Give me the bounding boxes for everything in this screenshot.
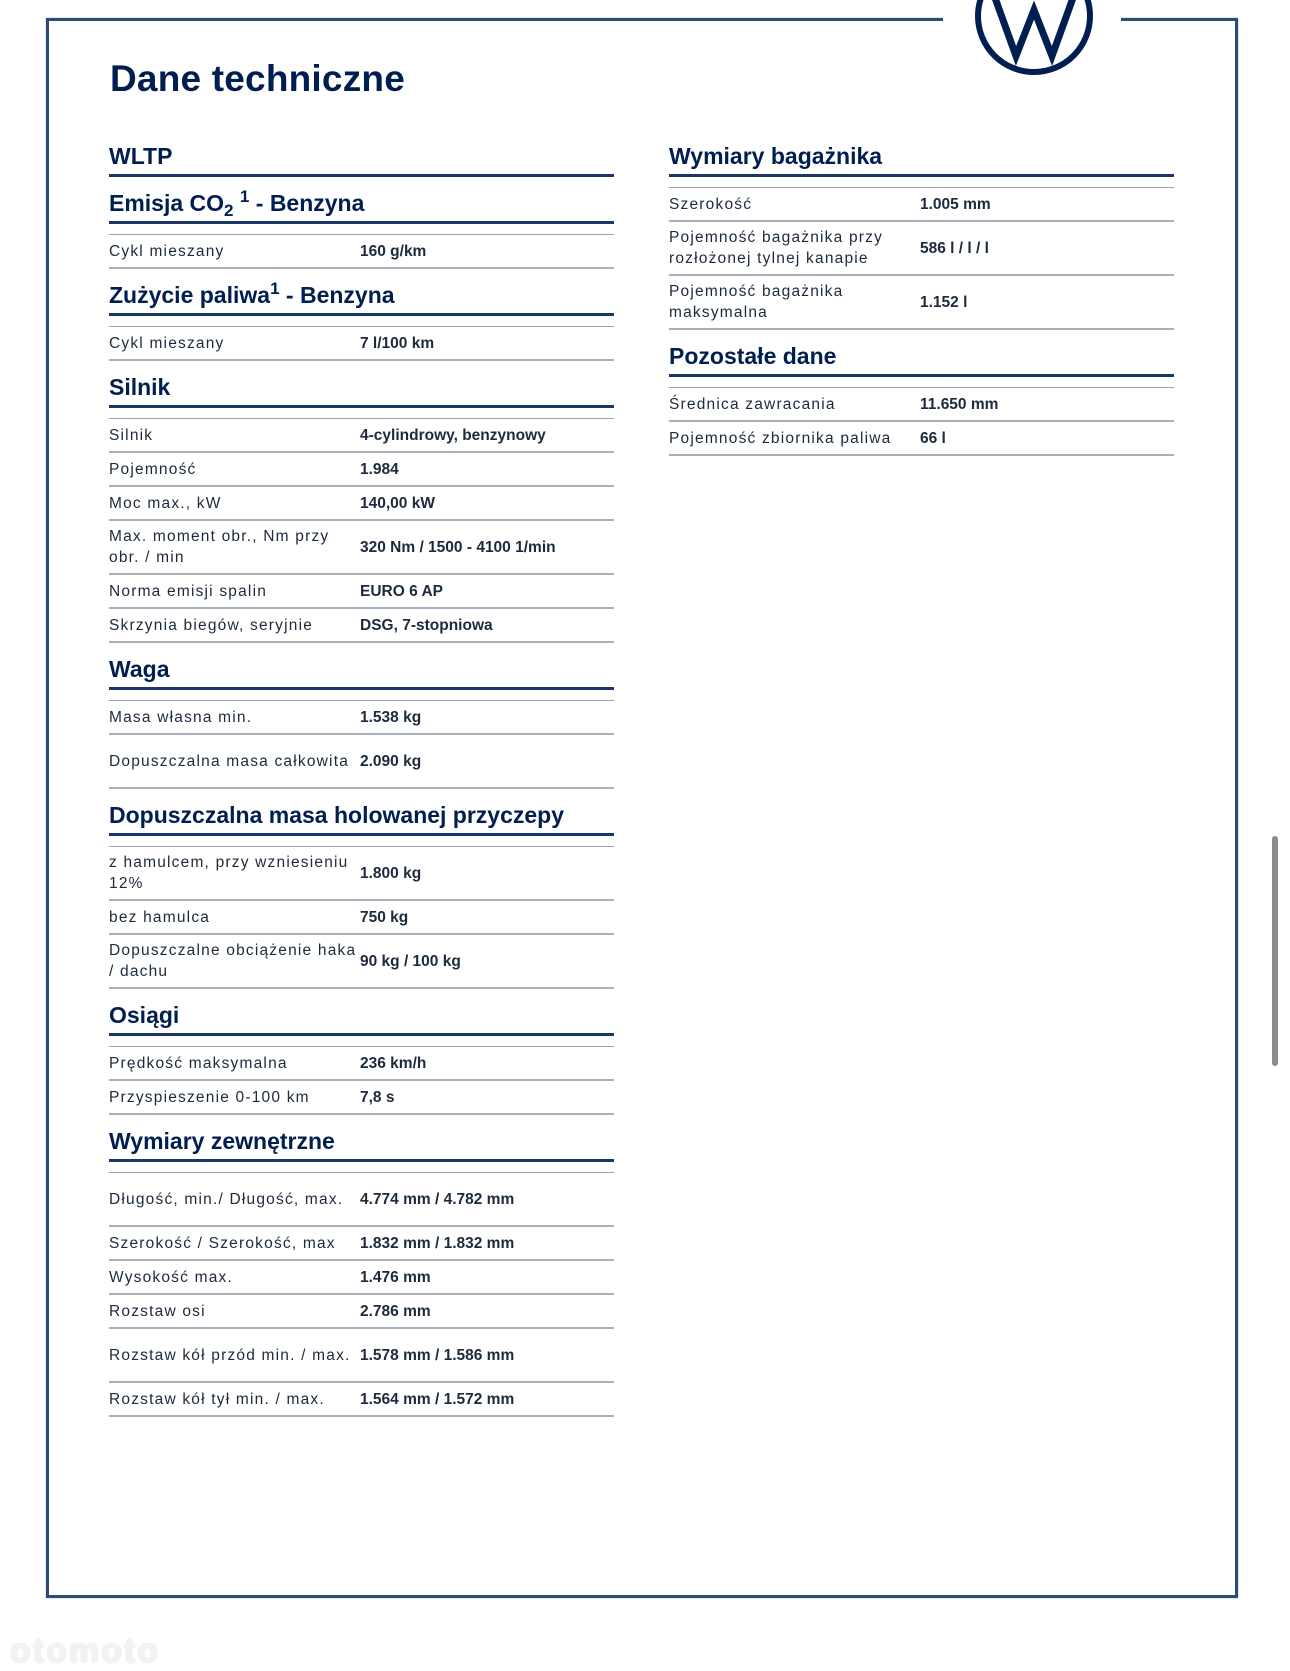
row-label: Pojemność [109,460,197,478]
co2-heading-main: Emisja CO [109,190,225,216]
row-label: Rozstaw osi [109,1302,206,1320]
row-value: 1.564 mm / 1.572 mm [360,1390,515,1408]
row-value: 1.476 mm [360,1268,431,1286]
section-heading-exterior: Wymiary zewnętrzne [109,1127,614,1162]
row-label: Masa własna min. [109,708,253,726]
row-label: Szerokość / Szerokość, max [109,1234,336,1252]
row-label: Pojemność bagażnika maksymalna [669,283,844,321]
table-row [109,1329,614,1383]
other-rows [669,387,1174,456]
row-value: 1.984 [360,460,399,478]
table-row [669,222,1174,276]
row-value: 1.832 mm / 1.832 mm [360,1234,515,1252]
row-value: 1.800 kg [360,864,422,882]
row-label: Przyspieszenie 0-100 km [109,1088,310,1106]
table-row [109,1081,614,1115]
table-row [109,327,614,361]
row-value: 236 km/h [360,1054,427,1072]
table-row [109,575,614,609]
engine-rows [109,418,614,643]
left-column [109,142,614,1417]
section-heading-weight: Waga [109,655,614,690]
row-label: z hamulcem, przy wzniesieniu 12% [109,854,349,892]
table-row [669,276,1174,330]
row-value: 7 l/100 km [360,334,435,352]
row-label: Max. moment obr., Nm przy obr. / min [109,528,330,566]
row-label: Pojemność zbiornika paliwa [669,429,892,447]
row-label: Cykl mieszany [109,242,225,260]
table-row [109,1047,614,1081]
table-row [109,609,614,643]
exterior-rows [109,1172,614,1417]
row-label: Rozstaw kół tył min. / max. [109,1390,325,1408]
fuel-heading-rest: - Benzyna [279,282,395,308]
section-heading-trunk: Wymiary bagażnika [669,142,1174,177]
row-label: Rozstaw kół przód min. / max. [109,1346,351,1364]
row-label: Szerokość [669,195,753,213]
table-row [109,419,614,453]
row-label: Dopuszczalna masa całkowita [109,752,350,770]
row-label: Skrzynia biegów, seryjnie [109,616,314,634]
co2-heading-superscript: 1 [239,187,250,206]
row-value: 140,00 kW [360,494,435,512]
table-row [669,422,1174,456]
row-label: Długość, min./ Długość, max. [109,1190,344,1208]
row-value: 7,8 s [360,1088,395,1106]
table-row [109,1227,614,1261]
row-label: Średnica zawracania [669,395,836,413]
weight-rows [109,700,614,789]
row-value: 320 Nm / 1500 - 4100 1/min [360,538,556,556]
section-heading-co2 [109,189,614,224]
fuel-rows [109,326,614,361]
table-row [109,1173,614,1227]
row-label: Wysokość max. [109,1268,233,1286]
section-heading-trailer: Dopuszczalna masa holowanej przyczepy [109,801,614,836]
trunk-rows [669,187,1174,330]
section-heading-performance: Osiągi [109,1001,614,1036]
row-label: Moc max., kW [109,494,222,512]
table-row [109,1261,614,1295]
row-label: Cykl mieszany [109,334,225,352]
row-label: Norma emisji spalin [109,582,268,600]
section-heading-other: Pozostałe dane [669,342,1174,377]
table-row [109,1295,614,1329]
row-value: 11.650 mm [920,395,999,413]
row-label: Prędkość maksymalna [109,1054,288,1072]
row-value: 1.005 mm [920,195,991,213]
row-value: 2.786 mm [360,1302,431,1320]
table-row [109,701,614,735]
row-value: 4-cylindrowy, benzynowy [360,426,546,444]
trailer-rows [109,846,614,989]
row-value: 160 g/km [360,242,427,260]
co2-heading-rest: - Benzyna [249,190,365,216]
row-value: 1.578 mm / 1.586 mm [360,1346,515,1364]
table-row [109,901,614,935]
watermark: otomoto [10,1632,160,1670]
row-label: bez hamulca [109,908,211,926]
fuel-heading-superscript: 1 [270,279,280,298]
table-row [109,735,614,789]
row-label: Dopuszczalne obciążenie haka / dachu [109,942,357,980]
section-heading-wltp: WLTP [109,142,614,177]
row-value: 1.538 kg [360,708,422,726]
table-row [109,487,614,521]
row-value: 4.774 mm / 4.782 mm [360,1190,515,1208]
row-value: 586 l / l / l [920,239,989,257]
table-row [109,521,614,575]
scrollbar[interactable] [1272,836,1278,1066]
vw-logo-icon [972,0,1096,78]
fuel-heading-main: Zużycie paliwa [109,282,271,308]
right-column [669,142,1174,456]
row-value: DSG, 7-stopniowa [360,616,493,634]
table-row [109,1383,614,1417]
row-value: 2.090 kg [360,752,422,770]
row-value: 90 kg / 100 kg [360,952,461,970]
row-value: EURO 6 AP [360,582,443,600]
row-value: 66 l [920,429,946,447]
row-label: Pojemność bagażnika przy rozłożonej tylnej kanapie [669,229,884,267]
co2-heading-subscript: 2 [224,201,234,220]
table-row [109,847,614,901]
table-row [109,235,614,269]
table-row [669,188,1174,222]
performance-rows [109,1046,614,1115]
table-row [109,935,614,989]
table-row [109,453,614,487]
page-title: Dane techniczne [110,58,405,99]
row-label: Silnik [109,426,154,444]
table-row [669,388,1174,422]
row-value: 750 kg [360,908,409,926]
section-heading-fuel [109,281,614,316]
row-value: 1.152 l [920,293,968,311]
section-heading-engine: Silnik [109,373,614,408]
co2-rows [109,234,614,269]
